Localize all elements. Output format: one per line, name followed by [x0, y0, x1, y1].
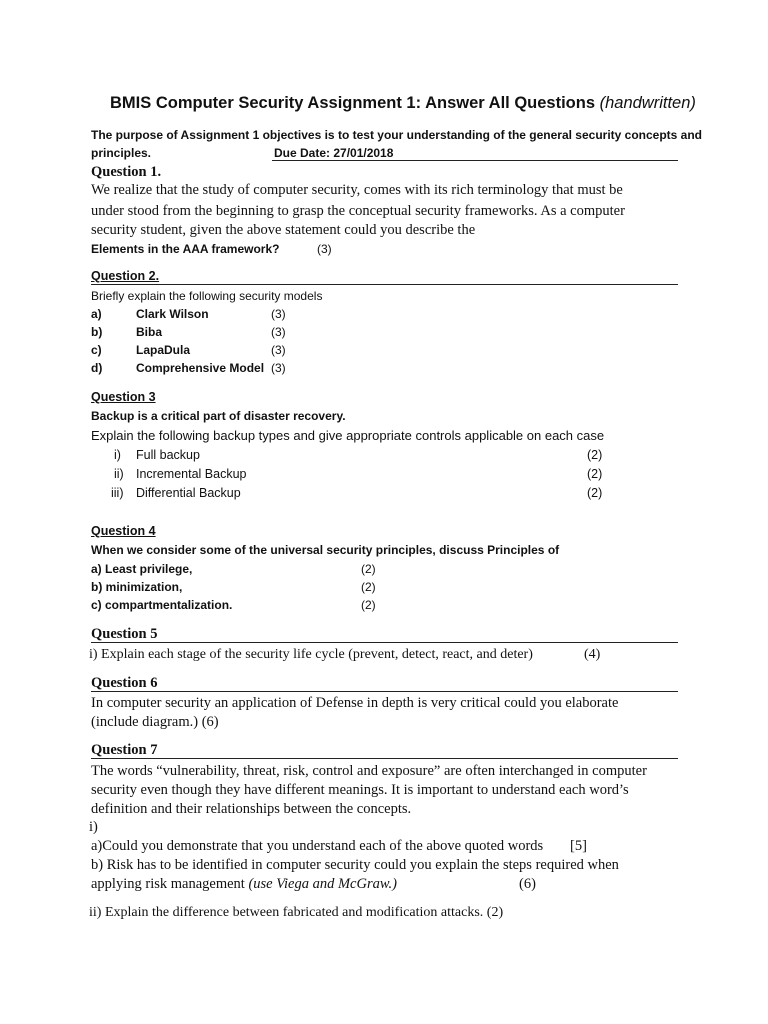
q2-item-marks: (3) [271, 307, 286, 321]
q2-item-text: Biba [136, 325, 163, 339]
purpose-line-2: principles. [91, 146, 152, 160]
q3-item-num: i) [114, 448, 121, 462]
q1-line-3: security student, given the above statement could you describe the [91, 222, 476, 238]
q3-instruction: Explain the following backup types and give appropriate controls applicable on each case [91, 428, 605, 443]
q2-item-marks: (3) [271, 361, 286, 375]
q3-item-num: ii) [114, 467, 124, 481]
title-note: (handwritten) [599, 94, 696, 112]
q3-item-marks: (2) [587, 486, 603, 500]
q7-line-3: definition and their relationships between the concepts. [91, 801, 412, 817]
q4-item-text: c) compartmentalization. [91, 598, 233, 612]
q3-item-marks: (2) [587, 448, 603, 462]
q2-item-letter: b) [91, 325, 103, 339]
q7-part-a-marks: [5] [570, 838, 587, 854]
q1-line-1: We realize that the study of computer security, comes with its rich terminology that must be [91, 182, 623, 198]
q1-heading: Question 1. [91, 164, 162, 180]
q2-item-marks: (3) [271, 325, 286, 339]
q5-heading: Question 5 [91, 626, 158, 642]
q2-item-text: Comprehensive Model [136, 361, 265, 375]
q2-item-letter: d) [91, 361, 103, 375]
q3-item-text: Full backup [136, 448, 200, 462]
q5-text: i) Explain each stage of the security life cycle (prevent, detect, react, and deter) [89, 647, 533, 662]
q3-item-num: iii) [111, 486, 124, 500]
q5-rule [91, 642, 678, 643]
q7-part-b-marks: (6) [519, 876, 536, 892]
q2-heading: Question 2. [91, 269, 160, 283]
q4-item-marks: (2) [361, 562, 376, 576]
q3-item-text: Differential Backup [136, 486, 241, 500]
q7-rule [91, 758, 678, 759]
q4-item-text: a) Least privilege, [91, 562, 193, 576]
q4-item-text: b) minimization, [91, 580, 183, 594]
q2-rule [91, 284, 678, 285]
q7-part-b-line-1: b) Risk has to be identified in computer security could you explain the steps required when [91, 857, 619, 873]
q2-item-text: Clark Wilson [136, 307, 209, 321]
q7-part-b-reference: (use Viega and McGraw.) [248, 876, 397, 892]
q2-item-letter: a) [91, 307, 102, 321]
q7-part-b-line-2 [91, 876, 397, 893]
q3-item-marks: (2) [587, 467, 603, 481]
q5-marks: (4) [584, 647, 601, 662]
q1-line-2: under stood from the beginning to grasp the conceptual security frameworks. As a computer [91, 203, 625, 219]
q2-intro: Briefly explain the following security models [91, 289, 323, 303]
q4-item-marks: (2) [361, 580, 376, 594]
q4-item-marks: (2) [361, 598, 376, 612]
purpose-line-1: The purpose of Assignment 1 objectives is to test your understanding of the general security concepts and [91, 128, 703, 142]
q1-item: Elements in the AAA framework? [91, 242, 280, 256]
q7-line-1: The words “vulnerability, threat, risk, control and exposure” are often interchanged in computer [91, 763, 647, 779]
q4-heading: Question 4 [91, 524, 156, 538]
q7-line-2: security even though they have different meanings. It is important to understand each word’s [91, 782, 629, 798]
page-title [110, 94, 696, 113]
q7-heading: Question 7 [91, 742, 158, 758]
q3-heading: Question 3 [91, 390, 156, 404]
q3-item-text: Incremental Backup [136, 467, 247, 481]
q2-item-letter: c) [91, 343, 102, 357]
due-date-rule [272, 160, 678, 161]
q6-line-2: (include diagram.) (6) [91, 714, 219, 730]
title-main: BMIS Computer Security Assignment 1: Answer All Questions [110, 94, 596, 112]
q7-part-b-text: applying risk management [91, 876, 245, 892]
q6-rule [91, 691, 678, 692]
q2-item-marks: (3) [271, 343, 286, 357]
q1-marks: (3) [317, 242, 332, 256]
q7-part-i: i) [89, 819, 98, 835]
q6-line-1: In computer security an application of Defense in depth is very critical could you elaborate [91, 695, 619, 711]
due-date: Due Date: 27/01/2018 [274, 146, 394, 160]
q7-part-a: a)Could you demonstrate that you understand each of the above quoted words [91, 838, 544, 854]
q7-part-ii: ii) Explain the difference between fabricated and modification attacks. (2) [89, 905, 504, 920]
q6-heading: Question 6 [91, 675, 158, 691]
q2-item-text: LapaDula [136, 343, 191, 357]
q4-intro: When we consider some of the universal security principles, discuss Principles of [91, 543, 560, 557]
q3-intro: Backup is a critical part of disaster recovery. [91, 409, 346, 423]
